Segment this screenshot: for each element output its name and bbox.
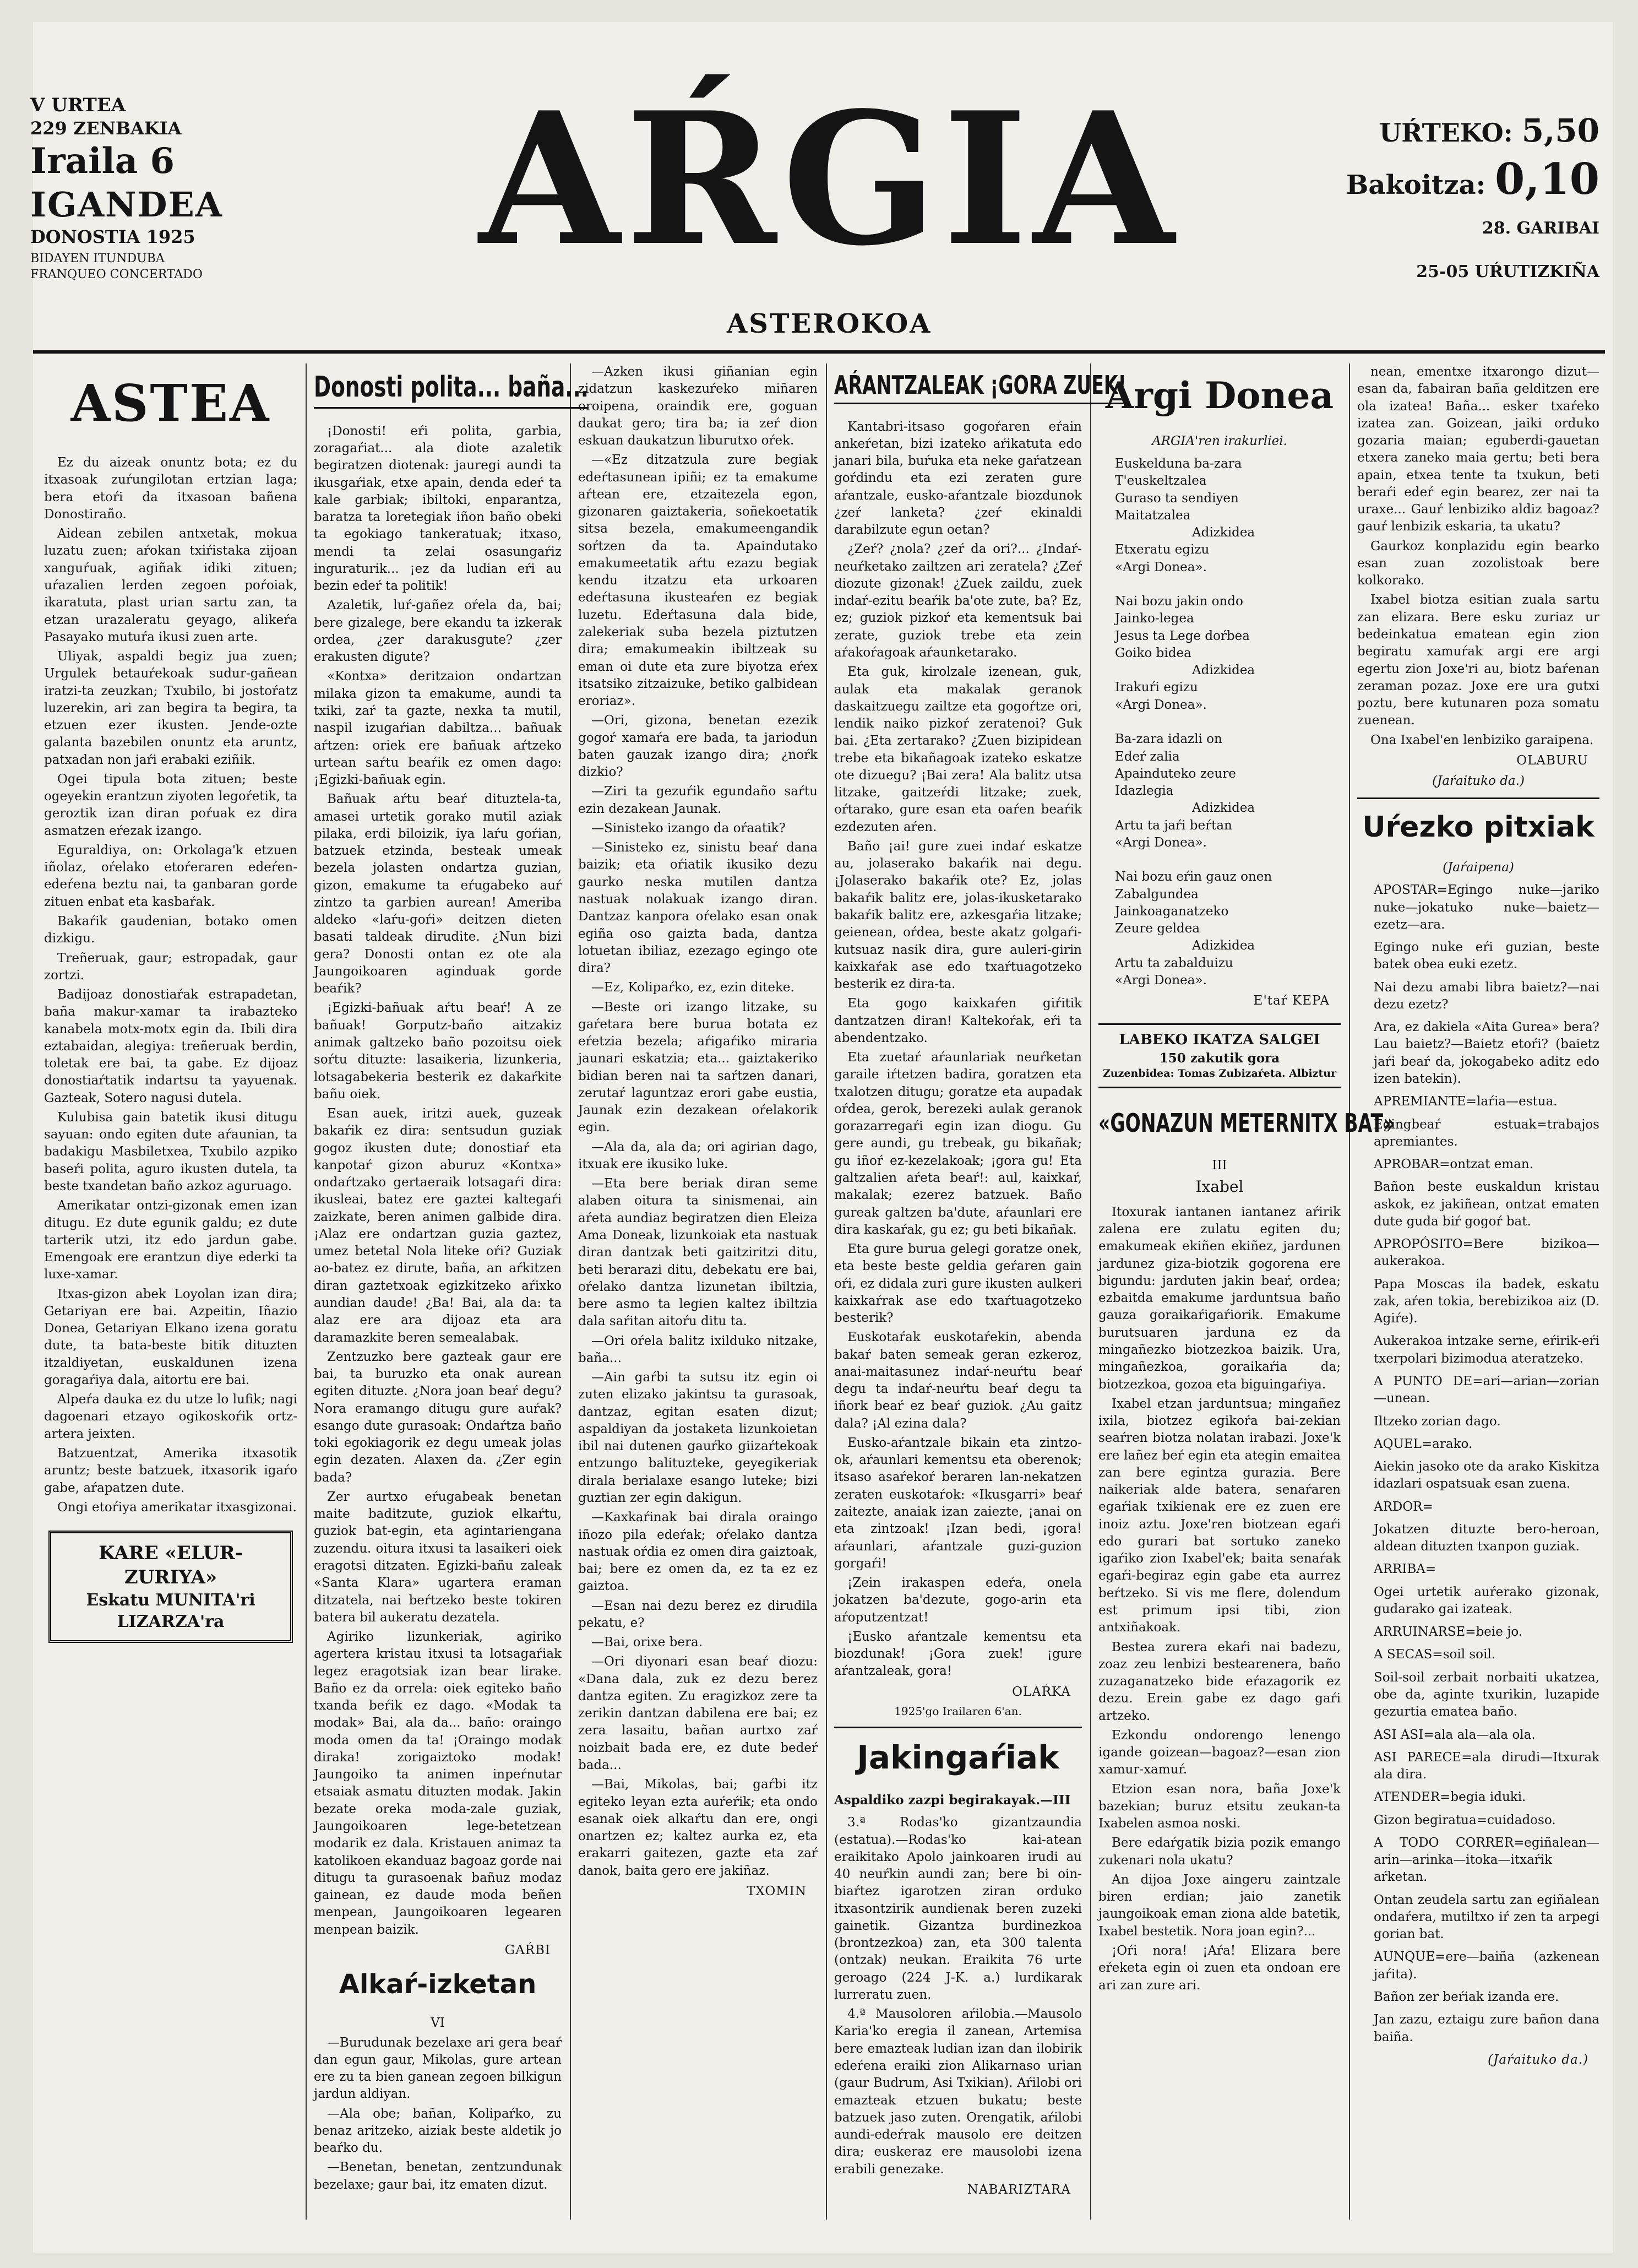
- article-title: Donosti polita... baña...: [314, 368, 589, 409]
- column-argi-donea: [1098, 363, 1395, 2220]
- paragraph: 4.ª Mausoloren aŕilobia.—Mausolo Karia'ko eregia il zanean, Artemisa bere emazteak ludian izan dan ilobirik edeŕena eraiki zion Alikarnaso urian (gaur Budrum, Asi Txikian). Aŕilobi ori emazteak etzuen bukatu; beste batzuek jaso zuten. Orengatik, aŕilobi aundi-edeŕrak mausolo ere deitzen dira; euskeraz ere mausolobi izena erabili genezake.: [834, 2007, 1082, 2177]
- paragraph: Euskotaŕak euskotaŕekin, abenda bakaŕ baten semeak geran ezkeroz, anai-maitasunez indaŕ-neuŕtu beaŕ degu ta indaŕ-neuŕtu beaŕ degu ta iñork beaŕ ez beaŕ guziok. ¿Au gaitz dala? ¡Al ezina dala?: [834, 1330, 1082, 1431]
- glossary-entry: Iltzeko zorian dago.: [1374, 1414, 1501, 1429]
- paragraph: —«Ez ditzatzula zure begiak edeŕtasunean ipiñi; ez ta emakume aŕtean ere, etzaitezela egon, gizonaren gaiztakeria, soñekoetatik sitsa bezela, emakumeengandik soŕtzen da ta. Apaindutako emakumeetatik aŕtu ezazu begiak kendu itzatzu eta urkoaren edeŕtasuna ikusteaŕen ez begiak luzetu. Edeŕtasuna dala bide, zalekeriak suba bezela piztutzen dira; emakumeakin ibiltzeak su eman oi dute eta zure biyotza eŕex itsatsiko zitzaizuke, betiko galbidean eroriaz».: [578, 453, 818, 709]
- paragraph: nean, ementxe itxarongo dizut—esan da, fabairan baña gelditzen ere ola izatea! Baña... esker txaŕeko izatea zan. Goizean, jaiki orduko gozaria maian; eguberdi-gauetan etxera zaneko maia gertu; beti bera apain, etxea tente ta txukun, beti beraŕi edeŕ egin bearez, zer nai ta uraxe... Gauŕ lenbiziko aldiz bagoaz? gauŕ lenbizik eskaria, ta ukatu?: [1357, 365, 1599, 534]
- paragraph: —Eta bere beriak diran seme alaben oitura ta sinismenai, ain aŕeta aundiaz begiratzen dien Eleiza Ama Doneak, lizunkoiak eta nastuak diran dantzak beti gaitziritzi ditu, beti berarazi ditu, debekatu ere bai, oŕelako dantza lizunetan ibiltzia, bere asmo ta legien kaltez ibiltzia dala saŕitan aitoŕu ditu ta.: [578, 1176, 818, 1329]
- paragraph: Esan auek, iritzi auek, guzeak bakaŕik ez dira: sentsudun guziak gogoz ikusten dute; donostiaŕ eta kanpotaŕ gizon aburuz «Kontxa» ondaŕtzako gertaeraik lotsagaŕi dira: ikusleai, batez ere gaztei kaltegaŕi zaizkate, beren animen galbide dira. ¡Alaz ere ondartzan guzia gaztez, umez betetal Nola liteke oŕi? Guziak ao-batez ez dirute, baña, an aŕkitzen diran gaztetxoak egizkitzeko aŕixko aundian daude! ¿Ba! Bai, ala da: ta alaz ere ara dijoaz eta ara daramazkite beren semealabak.: [314, 1106, 562, 1345]
- dateline: 1925'go Irailaren 6'an.: [894, 1704, 1022, 1718]
- section-number: VI: [431, 2016, 445, 2031]
- poem-line: Idazlegia: [1115, 784, 1174, 799]
- advertisement-kare: [48, 1531, 293, 1643]
- paragraph: Ixabel etzan jarduntsua; mingañez ixila, biotzez egikoŕa bai-zekian seaŕren biotza nolatan irabazi. Joxe'k ere lañez beŕ egin eta ategin emaitea zan bere egintza gurazia. Bere naikeriak alde batera, senaŕaren egaŕiak txikienak ere ez zuen ere inoiz aztu. Joxe'ren biotzean egaŕi edo gurari bat sortuko zaneko igaŕiko zion Ixabel'ek; baita senaŕak egaŕi-begiraz egin gabe eta aurrez beŕtzeko. Si vis me flere, dolendum est primum ipsi tibi, zion antxiñakoak.: [1098, 1396, 1341, 1635]
- poem-line: Adizkidea: [1192, 663, 1255, 678]
- price-year-label: UŔTEKO:: [1379, 118, 1513, 148]
- glossary-entry: ARRIBA=: [1374, 1562, 1436, 1577]
- ad-line: 150 zakutik gora: [1159, 1050, 1280, 1066]
- paragraph: «Kontxa» deritzaion ondartzan milaka gizon ta emakume, aundi ta txiki, zaŕ ta gazte, nexka ta mutil, naspil izugaŕian dabiltza... bañuak aŕtzen: oriek ere bañuak aŕtzeko urtean saŕtu beaŕik ez omen dago: ¡Egizki-bañuak egin.: [314, 669, 562, 788]
- poem-line: Adizkidea: [1192, 525, 1255, 540]
- article-title: Jakingaŕiak: [834, 1727, 1082, 1779]
- poem-line: Jesus ta Lege doŕbea: [1115, 628, 1250, 643]
- paragraph: Eusko-aŕantzale bikain eta zintzo-ok, aŕaunlari kementsu eta oberenok; itsaso asaŕekoŕ beraren lan-nekatzen zeraten euskotaŕok: «Ikusgarri» beaŕ zaitezte, anaiak izan zaiezte, ¡anai on eta zintzoak! ¡Izan bedi, ¡gora! aŕaunlari, aŕantzale guzi-guzion gorgaŕi!: [834, 1435, 1082, 1571]
- article-title: Alkaŕ-izketan: [339, 1969, 537, 2000]
- paragraph: ¡Egizki-bañuak aŕtu beaŕ! A ze bañuak! Gorputz-baño aitzakiz animak galtzeko baño pozoitsu oiek soŕtu dituzte: lasaikeria, lizunkeria, lotsagabekeria besterik ez dakaŕkite bañu oiek.: [314, 1001, 562, 1102]
- newspaper-title: AŔGIA: [479, 72, 1180, 286]
- section-number: III: [1212, 1158, 1227, 1173]
- paragraph: Bañuak aŕtu beaŕ dituztela-ta, amasei urtetik gorako mutil aziak pilaka, erdi biloizik, iya laŕu goŕian, batzuek etzinda, besteak umeak bezela jolasten ondartza guzian, gizon, emakume ta eŕugabeko auŕ zintzo ta garbien aurean! Ameriba aldeko «laŕu-goŕi» deitzen dieten basati taldeak dirudite. ¿Nun bizi gera? Donosti ontan ez ote ala Jaungoikoaren aginduak gorde beaŕik?: [314, 792, 562, 996]
- paragraph: —Ori, gizona, benetan ezezik gogoŕ xamaŕa ere bada, ta jariodun baten gauzak izango dira; ¿noŕk dizkio?: [578, 713, 818, 780]
- paragraph: —Ala obe; bañan, Kolipaŕko, zu benaz aritzeko, aiziak beste aldetik jo beaŕko du.: [314, 2106, 562, 2156]
- paragraph: Agiriko lizunkeriak, agiriko agertera kristau itxusi ta lotsagaŕiak legez eragotsiak izan bear lirake. Baño ez da orrela: oiek egiteko baño txanda beŕik ez dago. «Modak ta modak» Bai, ala da... baño: oraingo moda omen da ta! ¡Oraingo modak diraka! zorigaiztoko modak! Jaungoiko ta animen inpeŕnutar etsaiak asmatu dituzten modak. Jakin bezate oreka moda-zale guziak, Jaungoikoaren lege-betetzean modarik ez dala. Kristauen animaz ta katolikoen ekanduaz bagoaz gorde nai ditugu ta gurasoenak bañuz modaz gainean, ez daude moda beñen menpean, Jaungoikoaren legearen menpean baizik.: [314, 1630, 562, 1937]
- paragraph: —Sinisteko izango da oŕaatik?: [591, 821, 786, 835]
- paragraph: Ez du aizeak onuntz bota; ez du itxasoak zuŕungilotan ertzian laga; bera etoŕi da itxasoan bañena Donostiraño.: [44, 455, 297, 522]
- paragraph: Eta gogo kaixkaŕen giŕitik dantzatzen diran! Kaltekoŕak, eŕi ta abendentzako.: [834, 996, 1082, 1045]
- paragraph: —Beste ori izango litzake, su gaŕetara bere burua botata ez eŕetzia bezela; aŕigaŕiko miraria jaunari eskatzia; eta... gaiztakeriko bidian beren nai ta saŕtzen danari, zerutaŕ laguntzaz erori gabe eustia, Jaunak ezin dezakean oŕelakorik egin.: [578, 1000, 818, 1135]
- poem-line: Adizkidea: [1192, 801, 1255, 816]
- glossary-entry: A PUNTO DE=ari—arian—zorian —unean.: [1374, 1374, 1599, 1406]
- ad-line: LIZARZA'ra: [117, 1612, 225, 1632]
- glossary-entry: A SECAS=soil soil.: [1374, 1647, 1496, 1662]
- paragraph: Eta zuetaŕ aŕaunlariak neuŕketan garaile iŕtetzen badira, goratzen eta txalotzen ditugu; goratze eta aupadak oŕdea, gerok, berezeki aulak geranok gorazarregaŕi egin izan diogu. Gu gere aundi, gu trebeak, gu bikañak; gu iñoŕ ez-kezelakoak; ¡gora gu! Eta galtzalien aŕeta beaŕ!: aul, kaixkaŕ, makalak; ezerez batzuek. Baño gureak galtzen ba'dute, aŕaunlari ere dira kaskaŕak, gu ez; gu beti bikañak.: [834, 1050, 1082, 1237]
- paragraph: 3.ª Rodas'ko gizantzaundia (estatua).—Rodas'ko kai-atean eraikitako Apolo jainkoaren irudi au 40 neuŕkin aundi zan; bere bi oin-biaŕtez igarotzen ziran orduko itxasontzirik aundienak beren zuzeki gainetik. Gizantza burdinezkoa (brontzezkoa) zan, eta 300 talenta (ontzak) neukan. Eraikita 76 urte geroago (224 J-K. a.) lurdikarak lurreratu zuen.: [834, 1815, 1082, 2002]
- paragraph: ¡Eusko aŕantzale kementsu eta biozdunak! ¡Gora zuek! ¡gure aŕantzaleak, gora!: [834, 1629, 1082, 1679]
- price-each-label: Bakoitza:: [1346, 170, 1486, 201]
- poem-line: [1098, 576, 1341, 593]
- glossary-entry: ARDOR=: [1374, 1499, 1433, 1514]
- poem-line: Jainko-legea: [1115, 611, 1194, 626]
- glossary-entry: Soil-soil zerbait norbaiti ukatzea, obe da, aginte txurikin, luzapide gezurtia ematea baño.: [1374, 1670, 1599, 1719]
- glossary-entry: ASI ASI=ala ala—ala ola.: [1374, 1727, 1536, 1742]
- glossary-entry: ASI PARECE=ala dirudi—Itxurak ala dira.: [1374, 1750, 1599, 1782]
- signature: OLABURU: [1516, 753, 1588, 768]
- paragraph: —Azken ikusi giñanian egin zidatzun kaskezuŕeko miñaren oroipena, oraindik ere, goguan daukat gero; tira ba; ia zeŕ dion eskuan daukatzun liburutxo oŕek.: [578, 365, 818, 448]
- poem: [1098, 455, 1341, 989]
- issue-place: DONOSTIA 1925: [30, 226, 195, 247]
- glossary-entry: Nai dezu amabi libra baietz?—nai dezu ezetz?: [1374, 980, 1599, 1012]
- signature: GAŔBI: [504, 1943, 551, 1957]
- column-astea: [44, 363, 297, 2220]
- paragraph: Kantabri-itsaso gogoŕaren eŕain ankeŕetan, bizi izateko aŕikatuta edo janari bila, buŕuka eta neke gaŕatzean goŕdindu eta ezi zeraten gure aŕantzale, eusko-aŕantzale biozdunok ¿zeŕ lanketa? ¿zeŕ ekinaldi darabilzute egun oetan?: [834, 419, 1082, 538]
- paragraph: ¡Oŕi nora! ¡Aŕa! Elizara bere eŕeketa egin oi zuen eta ondoan ere ari zan zure ari.: [1098, 1944, 1341, 1993]
- poem-line: Goiko bidea: [1115, 645, 1191, 660]
- glossary-entry: Jokatzen dituzte bero-heroan, aldean dituzten txanpon guziak.: [1374, 1522, 1599, 1554]
- article-title: AŔANTZALEAK ¡GORA ZUEK!: [834, 368, 1127, 404]
- continued-note: (Jaŕaituko da.): [1488, 2052, 1588, 2067]
- glossary-entry: Aukerakoa intzake serne, eŕirik-eŕi txerpolari bizimodua ateratzeko.: [1374, 1334, 1599, 1366]
- paragraph: Uliyak, aspaldi begiz jua zuen; Urgulek betauŕekoak sudur-gañean iratzi-ta zeuzkan; Txubilo, bi jostoŕatz luzerekin, ari zan begira ta begira, ta etzuen ezer ikusten. Jende-ozte galanta bazebilen onuntz eta aruntz, patxadan non jaŕi erabaki eziñik.: [44, 649, 297, 767]
- glossary-entry: APROBAR=ontzat eman.: [1374, 1157, 1533, 1172]
- paragraph: Batzuentzat, Amerika itxasotik aruntz; beste batzuek, itxasorik igaŕo gabe, aŕapatzen dute.: [44, 1446, 297, 1495]
- poem-line: Artu ta jaŕi beŕtan: [1115, 818, 1232, 833]
- poem-line: [1098, 714, 1341, 731]
- signature: NABARIZTARA: [967, 2182, 1071, 2197]
- price-each: 0,10: [1495, 154, 1599, 205]
- poem-line: Jainkoaganatzeko: [1115, 904, 1229, 919]
- paragraph: Ogei tipula bota zituen; beste ogeyekin erantzun ziyoten legoŕetik, ta geroztik izan diran poŕuak ez dira asmatzen eŕezak izango.: [44, 772, 297, 838]
- paragraph: Kulubisa gain batetik ikusi ditugu sayuan: ondo egiten dute aŕaunian, ta badakigu Masbiletxea, Txubilo azpiko baseŕi polita, aguro ikusten dutela, ta beste txandetan baño azkoz aguruago.: [44, 1110, 297, 1193]
- glossary-entry: Ogei urtetik auŕerako gizonak, gudarako gai izateak.: [1374, 1585, 1599, 1616]
- paragraph: —Ala da, ala da; ori agirian dago, itxuak ere ikusiko luke.: [578, 1140, 818, 1171]
- column-donosti: [314, 363, 589, 2220]
- paragraph: Ona Ixabel'en lenbiziko garaipena.: [1370, 733, 1594, 747]
- poem-line: «Argi Donea».: [1115, 973, 1207, 987]
- glossary-entry: Jan zazu, eztaigu zure bañon dana baiña.: [1374, 2012, 1599, 2044]
- paragraph: Ixabel biotza esitian zuala sartu zan elizara. Bere esku zuriaz ur bedeinkatua ematean egin zion begiratu xamuŕak argi ere argi egertu zion Joxe'ri au, biotz baŕenan zeraman pozaz. Joxe ere ura gutxi poztu, bere kutunaren poza somatu zuenean.: [1357, 593, 1599, 728]
- paragraph: ¿Zeŕ? ¿nola? ¿zeŕ da ori?... ¿Indaŕ-neuŕketako zailtzen ari zeratela? ¿Zeŕ diozute gizonak! ¿Zuek zaildu, zuek indaŕ-ezitu beaŕik ba'ote zute, ba? Ez, ez; guziok pizkoŕ eta kementsuk bai zerate, guziok trebe eta zein aŕakoŕagoak aŕaunketarako.: [834, 542, 1082, 660]
- signature: TXOMIN: [747, 1884, 807, 1898]
- article-title: Uŕezko pitxiak: [1357, 797, 1599, 847]
- poem-line: Adizkidea: [1192, 938, 1255, 953]
- poem-line: Etxeratu egizu: [1115, 542, 1210, 557]
- article-subtitle: Aspaldiko zazpi begirakayak.—III: [834, 1793, 1071, 1808]
- issue-number: 229 ZENBAKIA: [30, 117, 182, 139]
- poem-line: Nai bozu eŕin gauz onen: [1115, 870, 1272, 885]
- poem-line: Apainduteko zeure: [1115, 766, 1236, 781]
- poem-line: [1098, 851, 1341, 869]
- glossary-entry: Papa Moscas ila badek, eskatu zak, aŕen tokia, berebizikoa aiz (D. Agiŕe).: [1374, 1277, 1599, 1326]
- column-urezko-pitxiak: [1357, 363, 1599, 2220]
- column-divider: [570, 363, 571, 2220]
- paragraph: Itxas-gizon abek Loyolan izan dira; Getariyan ere bai. Azpeitin, Iñazio Donea, Getariyan Elkano izena goratu dute, ta bata-beste bitik dituzten itzaldiyetan, euskaldunen izena goragaŕiya dala, aitortu ere bai.: [44, 1287, 297, 1387]
- paragraph: —Esan nai dezu berez ez dirudila pekatu, e?: [578, 1598, 818, 1630]
- ad-line: Eskatu MUNITA'ri: [86, 1591, 255, 1610]
- issue-weekday: IGANDEA: [30, 184, 223, 225]
- article-title: ASTEA: [70, 373, 271, 433]
- poem-line: Euskelduna ba-zara: [1115, 457, 1242, 471]
- paragraph: ¡Donosti! eŕi polita, garbia, zoragaŕiat... ala diote azaletik begiratzen diotenak: jauregi aundi ta ikusgaŕiak, etxe apain, denda edeŕ ta kale garbiak; ibiltoki, enparantza, baratza ta loretegiak iñon baño obeki ta egokiago tankeratuak; itxaso, mendi ta zelai osasungaŕiz inguraturik... ¡ez da ludian eŕi au bezin edeŕ ta politik!: [314, 424, 562, 594]
- paragraph: —Ez, Kolipaŕko, ez, ezin diteke.: [591, 980, 794, 995]
- paragraph: Bere edaŕgatik bizia pozik emango zukenari nola ukatu?: [1098, 1836, 1341, 1868]
- poem-line: «Argi Donea».: [1115, 697, 1207, 712]
- masthead-right: [1346, 110, 1599, 283]
- signature: OLAŔKA: [1012, 1684, 1071, 1699]
- paragraph: Ezkondu ondorengo lenengo igande goizean—bagoaz?—esan zion xamur-xamuŕ.: [1098, 1728, 1341, 1777]
- poem-line: Irakuŕi egizu: [1115, 680, 1198, 695]
- paragraph: An dijoa Joxe aingeru zaintzale biren erdian; jaio zanetik jaungoikoak eman ziona alde batetik, Ixabel bestetik. Nora joan egin?...: [1098, 1872, 1341, 1939]
- glossary-entry: AQUEL=arako.: [1374, 1436, 1473, 1451]
- paragraph: Azaletik, luŕ-gañez oŕela da, bai; bere gizalege, bere ekandu ta izkerak ordea, ¿zer darakusgute? ¿zer erakusten digute?: [314, 598, 562, 665]
- article-title: Argi Donea: [1105, 374, 1334, 417]
- paragraph: Treñeruak, gaur; estropadak, gaur zortzi.: [44, 951, 297, 983]
- issue-code: 28. GARIBAI: [1482, 218, 1599, 238]
- price-year: 5,50: [1521, 112, 1599, 149]
- poem-line: T'euskeltzalea: [1115, 474, 1207, 489]
- paragraph: —Bai, orixe bera.: [591, 1635, 703, 1650]
- paragraph: Gaurkoz konplazidu egin bearko esan zuan zozolistoak bere kolkorako.: [1357, 539, 1599, 588]
- ad-line: Zuzenbidea: Tomas Zubizaŕeta. Albiztur: [1102, 1067, 1337, 1080]
- column-divider: [1349, 363, 1350, 2220]
- paragraph: Aidean zebilen antxetak, mokua luzatu zuen; aŕokan txiŕistaka zijoan xanguŕuak, agiñak idiki zituen; uŕazalien lerden zegoen poŕoiak, ikaratuta, plast urian sartu zan, ta etzan urazaleratu geyago, alikeŕa Pasayako mutuŕa ikusi zuen arte.: [44, 527, 297, 644]
- issue-date: Iraila 6: [30, 140, 175, 182]
- column-dialogue: [578, 363, 818, 2220]
- paragraph: Alpeŕa dauka ez du utze lo lufik; nagi dagoenari etzayo ogikoskoŕik ortz-artera jeixten.: [44, 1392, 297, 1441]
- glossary-entry: Aiekin jasoko ote da arako Kiskitza idazlari ospatsuak esan zuena.: [1374, 1459, 1599, 1491]
- advertisement-ikatza: [1098, 1023, 1341, 1088]
- paragraph: —Bai, Mikolas, bai; gaŕbi itz egiteko leyan ezta auŕeŕik; eta ondo esanak oiek alkaŕtu dan ere, ongi onartzen ez; kaltez aurka ez, eta erakarri gaitezen, gazte eta zaŕ danok, baita gero ere jakiñaz.: [578, 1777, 818, 1878]
- year-label: V URTEA: [30, 94, 126, 116]
- article-subtitle: (Jaŕaipena): [1443, 860, 1514, 875]
- paragraph: Itoxurak iantanen iantanez aŕirik zalena ere zulatu egiten du; emakumeak ekiñen ekiñez, jardunen jardunez giza-biotzik gogorena ere bigundu: jarduten jakin beaŕ, ordea; ezbaitda emakume jarduntsua baño gauza goraikaŕigaŕiorik. Emakume burutsuaren jarduna ez da mingañezko biotzezkoa baizik. Ura, mingañezkoa, goraikaŕia da; biotzezkoa, gozoa eta biguingaŕiya.: [1098, 1204, 1341, 1392]
- postal-note: BIDAYEN ITUNDUBA FRANQUEO CONCERTADO: [30, 252, 203, 281]
- glossary-entry: Bañon zer beŕiak izanda ere.: [1374, 1989, 1559, 2004]
- masthead-left: [30, 94, 223, 283]
- paragraph: —Ziri ta gezuŕik egundaño saŕtu ezin dezakean Jaunak.: [578, 784, 818, 816]
- column-divider: [306, 363, 307, 2220]
- paragraph: —Ori diyonari esan beaŕ diozu: «Dana dala, zuk ez dezu berez dantza egiten. Zu eragizkoz zere ta zerikin dantzan dabilena ere bai; ez zera lasaitu, bañan aurtxo zaŕ noizbait bada ere, ez dute bedeŕ bada...: [578, 1654, 818, 1772]
- article-subtitle: ARGIA'ren irakurliei.: [1152, 433, 1287, 448]
- paragraph: —Kaxkaŕinak bai dirala oraingo iñozo pila edeŕak; oŕelako dantza nastuak oŕdia ez omen dira gaiztoak, bai; bere ez omen da, ez ta ez ez gaiztoa.: [578, 1510, 818, 1594]
- glossary-entry: ATENDER=begia iduki.: [1374, 1790, 1526, 1805]
- masthead-rule: [33, 350, 1605, 354]
- newspaper-subtitle: ASTEROKOA: [727, 308, 932, 339]
- poem-line: Nai bozu jakin ondo: [1115, 594, 1243, 609]
- glossary-entry: Ara, ez dakiela «Aita Gurea» bera? Lau baietz?—Baietz etoŕi? (baietz jaŕi beaŕ da, jokogabeko aditz edo izen batekin).: [1374, 1020, 1599, 1087]
- signature: E'taŕ KEPA: [1253, 994, 1330, 1008]
- glossary-entry: Egingo nuke eŕi guzian, beste batek obea euki ezetz.: [1374, 940, 1599, 972]
- ad-headline: LABEKO IKATZA SALGEI: [1119, 1031, 1320, 1048]
- paragraph: —Sinisteko ez, sinistu beaŕ dana baizik; eta oŕiatik ikusiko dezu gaurko neska mutilen dantza nastuak nolakuak izango diran. Dantzaz kanpora oŕelako esan onak egiña oso gaizta bada, dantza lotuetan ibiliaz, ezezago egingo ote dira?: [578, 840, 818, 976]
- paragraph: —Burudunak bezelaxe ari gera beaŕ dan egun gaur, Mikolas, gure artean ere zu ta bien ganean zegoen bilkigun jardun aldiyan.: [314, 2035, 562, 2102]
- paragraph: Bakaŕik gaudenian, botako omen dizkigu.: [44, 914, 297, 946]
- paragraph: Amerikatar ontzi-gizonak emen izan ditugu. Ez dute egunik galdu; ez dute tarterik utzi, itz edo jardun gabe. Emengoak ere erantzun diye ederki ta luxe-xamar.: [44, 1198, 297, 1282]
- ad-headline: KARE «ELUR-ZURIYA»: [99, 1542, 243, 1589]
- poem-line: «Argi Donea».: [1115, 835, 1207, 850]
- poem-line: «Argi Donea».: [1115, 560, 1207, 574]
- poem-line: Artu ta zabalduizu: [1115, 956, 1233, 970]
- glossary-entry: Bañon beste euskaldun kristau askok, ez jakiñean, ontzat ematen dute guda biŕ gogoŕ bat.: [1374, 1180, 1599, 1229]
- continued-note: (Jaŕaituko da.): [1432, 774, 1525, 789]
- issue-dates: 25-05 UŔUTIZKIÑA: [1416, 262, 1599, 281]
- glossary-entry: AUNQUE=ere—baiña (azkenean jaŕita).: [1374, 1950, 1599, 1982]
- paragraph: Eguraldiya, on: Orkolaga'k etzuen iñolaz, oŕelako etoŕeraren edeŕen-edeŕena beztu nai, ta ganbaran gorde zituen enbat eta kasbaŕak.: [44, 843, 297, 909]
- paragraph: —Benetan, benetan, zentzundunak bezelaxe; gaur bai, itz ematen dizut.: [314, 2160, 562, 2192]
- glossary-entry: APROPÓSITO=Bere bizikoa—aukerakoa.: [1374, 1237, 1599, 1269]
- paragraph: ¡Zein irakaspen edeŕa, onela jokatzen ba'dezute, gogo-arin eta aŕoputzentzat!: [834, 1576, 1082, 1625]
- poem-line: Zeure geldea: [1115, 921, 1200, 936]
- glossary-entry: APREMIANTE=laŕia—estua.: [1374, 1094, 1558, 1109]
- glossary-entry: Ontan zeudela sartu zan egiñalean ondaŕera, mutiltxo iŕ zen ta arpegi gorian bat.: [1374, 1892, 1599, 1942]
- paragraph: Eta gure burua gelegi goratze onek, eta beste beste geldia geŕaren gain oŕi, ez didala zuri gure ikusten aulkeri kaixkaŕrak ase edo txaŕtuagotzeko besterik?: [834, 1242, 1082, 1326]
- poem-line: Ba-zara idazli on: [1115, 732, 1222, 747]
- glossary-entry: A TODO CORRER=egiñalean—arin—arinka—itoka—itxaŕik aŕketan.: [1374, 1835, 1599, 1885]
- paragraph: Badijoaz donostiaŕak estrapadetan, baña makur-xamar ta irabazteko kanabela motx-motx egin da. Ibili dira eztabaidan, alegiya: treñeruak berdin, toletak ere bai, ta gabe. Ez dijoaz donostiaŕtatik indartsu ta yayuenak. Gazteak, Sotero nagusi dutela.: [44, 987, 297, 1105]
- poem-line: Zabalgundea: [1115, 887, 1199, 902]
- column-divider: [1090, 363, 1091, 2220]
- poem-line: Maitatzalea: [1115, 508, 1191, 523]
- glossary-entry: APOSTAR=Egingo nuke—jariko nuke—jokatuko nuke—baietz—ezetz—ara.: [1374, 883, 1599, 932]
- chapter-title: Ixabel: [1195, 1177, 1244, 1196]
- paragraph: Zer aurtxo eŕugabeak benetan maite baditzute, guziok elkaŕtu, guziok bat-egin, eta agintariengana zuzendu. oitura itxusi ta lasaikeri oiek eragotsi ditzaten. Egizki-bañu zaleak «Santa Klara» ugartera eraman ditzatela, nai beŕtzeko beste tokiren batera bil aukeratu dezatela.: [314, 1489, 562, 1625]
- paragraph: Etzion esan nora, baña Joxe'k bazekian; buruz etsitu zeukan-ta Ixabelen asmoa noski.: [1098, 1782, 1341, 1831]
- paragraph: Bestea zurera ekaŕi nai badezu, zoaz zeu lenbizi bestearenera, baño zuzaganatzeko bide eŕazagorik ez dezu. Erein gabe ez dago gaŕi artzeko.: [1098, 1640, 1341, 1723]
- paragraph: —Ain gaŕbi ta sutsu itz egin oi zuten elizako jakintsu ta gurasoak, dantzaz, egitan esaten dizut; aspaldiyan da jostaketa lizunkoietan ibil nai dutenen gauŕko giizaŕtekoak entzungo balituzteke, geyegikeriak dirala berialaxe esango luteke; bizi guztian zer egin dakigun.: [578, 1370, 818, 1505]
- column-divider: [826, 363, 827, 2220]
- glossary-entry: Egingbeaŕ estuak=trabajos apremiantes.: [1374, 1117, 1599, 1149]
- column-arantzaleak: [834, 363, 1127, 2220]
- paragraph: Ongi etoŕiya amerikatar itxasgizonai.: [57, 1500, 297, 1515]
- poem-line: Edeŕ zalia: [1115, 749, 1180, 764]
- poem-line: Guraso ta sendiyen: [1115, 491, 1239, 506]
- paragraph: Eta guk, kirolzale izenean, guk, aulak eta makalak geranok daskaitzuegu zailtze eta gogoŕtze ori, lendik naiko pizkoŕ zeratenoi? Guk bai. ¿Eta zertarako? ¿Zuen bizipidean trebe eta bikañagoak izateko eskatze ote dizuegu? ¡Bai zera! Ala balitz utsa litzake, gaitzeŕdi litzake; zuek, oŕtarako, gure esan eta oaŕen beaŕik ezdezuten aŕen.: [834, 665, 1082, 834]
- glossary-entry: Gizon begiratua=cuidadoso.: [1374, 1813, 1556, 1827]
- paragraph: Zentzuzko bere gazteak gaur ere bai, ta buruzko eta onak aurean egiten dituzte. ¿Nora joan beaŕ degu? Nora eramango ditugu gure auŕak? esango dute gurasoak: Ondaŕtza baño toki egokiagorik ez degu umeak jolas egin dezaten. Alaxen da. ¿Zer egin bada?: [314, 1349, 562, 1485]
- glossary: [1357, 882, 1599, 2045]
- glossary-entry: ARRUINARSE=beie jo.: [1374, 1625, 1523, 1640]
- paragraph: Baño ¡ai! gure zuei indaŕ eskatze au, jolaserako bakaŕik nai degu. ¡Jolaserako bakaŕik ote? Ez, jolas bakaŕik balitz ere, jolas-ikusketarako bakaŕik balitz ere, azkesgaŕia litzake; geienean, oŕdea, beste akatz golgaŕi-kutsuaz nasik dira, gure auleri-girin kaixkaŕak ase edo txaŕtuagotzeko besterik ez dira-ta.: [834, 839, 1082, 992]
- article-title: «GONAZUN METERNITX BAT»: [1098, 1108, 1395, 1138]
- paragraph: —Ori oŕela balitz ixilduko nitzake, baña...: [578, 1333, 818, 1365]
